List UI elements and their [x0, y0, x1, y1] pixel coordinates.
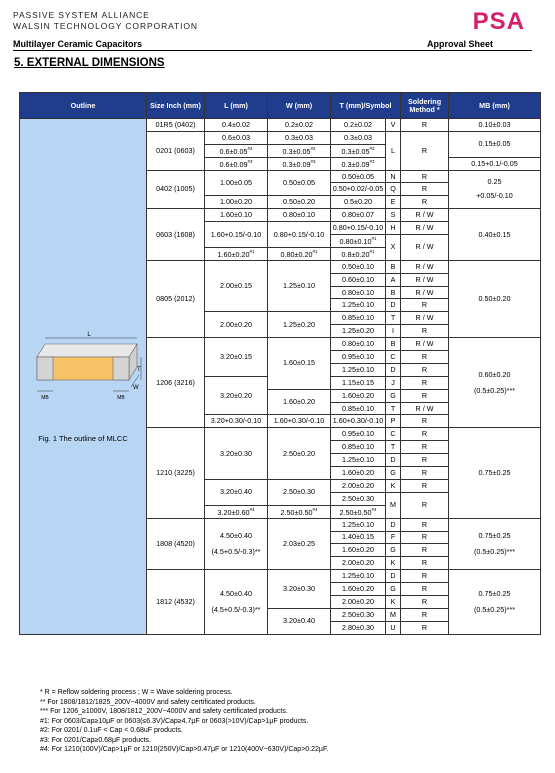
- size-cell: 1808 (4520): [147, 518, 205, 570]
- l-cell: 0.6±0.03: [205, 131, 268, 144]
- t-cell: 0.5±0.20: [331, 196, 386, 209]
- t-cell: 0.85±0.10: [331, 441, 386, 454]
- col-w: W (mm): [268, 93, 331, 119]
- soldering-cell: R: [401, 608, 449, 621]
- size-cell: 1812 (4532): [147, 570, 205, 634]
- t-cell: 1.60+0.30/-0.10: [331, 415, 386, 428]
- symbol-cell: G: [386, 467, 401, 480]
- l-cell: $1.60\pm 0.20^{\#1}$: [205, 247, 268, 260]
- symbol-cell: T: [386, 312, 401, 325]
- t-cell: 0.50±0.05: [331, 170, 386, 183]
- label-mb-left: MB: [41, 395, 49, 402]
- t-cell: 2.50±0.30: [331, 492, 386, 505]
- symbol-cell: D: [386, 454, 401, 467]
- label-l: L: [87, 332, 91, 339]
- symbol-cell: Q: [386, 183, 401, 196]
- symbol-cell: N: [386, 170, 401, 183]
- l-cell: 2.00±0.15: [205, 260, 268, 312]
- t-cell: 1.25±0.10: [331, 518, 386, 531]
- t-cell: 0.50+0.02/-0.05: [331, 183, 386, 196]
- w-cell: 0.50±0.20: [268, 196, 331, 209]
- col-mb: MB (mm): [449, 93, 541, 119]
- w-cell: 1.25±0.10: [268, 260, 331, 312]
- l-cell: 3.20±0.30: [205, 428, 268, 480]
- t-cell: 1.15±0.15: [331, 376, 386, 389]
- mb-cell: 0.10±0.03: [449, 119, 541, 132]
- mb-cell: 0.75±0.25: [449, 428, 541, 518]
- t-cell: 1.25±0.10: [331, 299, 386, 312]
- soldering-cell: R: [401, 325, 449, 338]
- w-cell: 3.20±0.30: [268, 570, 331, 609]
- company-header: [13, 10, 198, 32]
- soldering-cell: R: [401, 119, 449, 132]
- symbol-cell: G: [386, 544, 401, 557]
- t-cell: $2.50\pm 0.50^{\#4}$: [331, 505, 386, 518]
- soldering-cell: R / W: [401, 235, 449, 261]
- w-cell: 1.25±0.20: [268, 312, 331, 338]
- soldering-cell: R: [401, 376, 449, 389]
- l-cell: 3.20+0.30/-0.10: [205, 415, 268, 428]
- footnote: *** For 1206_≥1000V, 1808/1812_200V~4000V and safety certificated products.: [40, 708, 288, 715]
- symbol-cell: L: [386, 131, 401, 170]
- mb-cell: 0.75±0.25 (0.5±0.25)***: [449, 570, 541, 634]
- size-cell: 0805 (2012): [147, 260, 205, 337]
- w-cell: 0.2±0.02: [268, 119, 331, 132]
- t-cell: 2.00±0.20: [331, 557, 386, 570]
- footnote: #1: For 0603/Cap≥10μF or 0603(≤6.3V)/Cap≥4.7μF or 0603(>10V)/Cap>1μF products.: [40, 717, 309, 725]
- l-cell: 4.50±0.40 (4.5+0.5/-0.3)**: [205, 518, 268, 570]
- symbol-cell: B: [386, 286, 401, 299]
- col-soldering: Soldering Method *: [401, 93, 449, 119]
- header-divider: [13, 50, 532, 51]
- soldering-cell: R: [401, 557, 449, 570]
- section-title: 5. EXTERNAL DIMENSIONS: [14, 57, 165, 69]
- t-cell: 1.60±0.20: [331, 389, 386, 402]
- table-header-row: [20, 93, 541, 119]
- l-cell: 1.00±0.05: [205, 170, 268, 196]
- soldering-cell: R: [401, 428, 449, 441]
- symbol-cell: T: [386, 402, 401, 415]
- symbol-cell: H: [386, 222, 401, 235]
- symbol-cell: I: [386, 325, 401, 338]
- soldering-cell: R: [401, 544, 449, 557]
- footnote: #4: For 1210(100V)/Cap>1μF or 1210(250V)/Cap>0.47μF or 1210(400V~630V)/Cap>0.22μF.: [40, 746, 329, 753]
- symbol-cell: C: [386, 428, 401, 441]
- approval-sheet-label: Approval Sheet: [426, 39, 493, 49]
- symbol-cell: F: [386, 531, 401, 544]
- mb-cell: 0.15+0.1/-0.05: [449, 157, 541, 170]
- size-cell: 0603 (1608): [147, 209, 205, 261]
- table-row: [20, 119, 541, 132]
- soldering-cell: R: [401, 441, 449, 454]
- symbol-cell: D: [386, 299, 401, 312]
- t-cell: 0.80+0.15/-0.10: [331, 222, 386, 235]
- company-line-2: WALSIN TECHNOLOGY CORPORATION: [13, 21, 198, 31]
- w-cell: $0.3\pm 0.05^{\#2}$: [268, 144, 331, 157]
- t-cell: 0.2±0.02: [331, 119, 386, 132]
- label-t: T: [137, 367, 141, 374]
- soldering-cell: R: [401, 454, 449, 467]
- l-cell: 3.20±0.15: [205, 338, 268, 377]
- w-cell: 1.60±0.15: [268, 338, 331, 390]
- t-cell: 0.80±0.10: [331, 338, 386, 351]
- t-cell: $0.3\pm 0.09^{\#3}$: [331, 157, 386, 170]
- dimensions-table: [19, 92, 541, 635]
- soldering-cell: R: [401, 531, 449, 544]
- soldering-cell: R: [401, 196, 449, 209]
- l-cell: 1.60±0.10: [205, 209, 268, 222]
- col-size: Size Inch (mm): [147, 93, 205, 119]
- symbol-cell: J: [386, 376, 401, 389]
- t-cell: 1.60±0.20: [331, 583, 386, 596]
- l-cell: $0.6\pm 0.09^{\#3}$: [205, 157, 268, 170]
- footnote: * R = Reflow soldering process ; W = Wave soldering process.: [40, 689, 233, 696]
- l-cell: 1.60+0.15/-0.10: [205, 222, 268, 248]
- soldering-cell: R: [401, 131, 449, 170]
- soldering-cell: R: [401, 467, 449, 480]
- symbol-cell: C: [386, 351, 401, 364]
- soldering-cell: R / W: [401, 209, 449, 222]
- t-cell: 0.95±0.10: [331, 428, 386, 441]
- w-cell: 0.3±0.03: [268, 131, 331, 144]
- t-cell: $0.8\pm 0.20^{\#1}$: [331, 247, 386, 260]
- t-cell: 1.60±0.20: [331, 544, 386, 557]
- outline-figure-cell: [20, 119, 147, 635]
- symbol-cell: D: [386, 570, 401, 583]
- symbol-cell: M: [386, 608, 401, 621]
- l-cell: 4.50±0.40 (4.5+0.5/-0.3)**: [205, 570, 268, 634]
- l-cell: 1.00±0.20: [205, 196, 268, 209]
- t-cell: 0.3±0.03: [331, 131, 386, 144]
- size-cell: 0402 (1005): [147, 170, 205, 209]
- symbol-cell: G: [386, 389, 401, 402]
- mb-cell: 0.60±0.20 (0.5±0.25)***: [449, 338, 541, 428]
- t-cell: $0.3\pm 0.05^{\#2}$: [331, 144, 386, 157]
- footnote: #2: For 0201/ 0.1uF < Cap < 0.68uF products.: [40, 727, 183, 734]
- mlcc-outline-drawing: [23, 309, 143, 429]
- t-cell: 0.85±0.10: [331, 312, 386, 325]
- size-cell: 1210 (3225): [147, 428, 205, 518]
- soldering-cell: R: [401, 583, 449, 596]
- w-cell: 0.80±0.10: [268, 209, 331, 222]
- t-cell: 1.40±0.15: [331, 531, 386, 544]
- t-cell: 1.25±0.20: [331, 325, 386, 338]
- w-cell: 3.20±0.40: [268, 608, 331, 634]
- t-cell: 1.25±0.10: [331, 570, 386, 583]
- mb-cell: 0.15±0.05: [449, 131, 541, 157]
- symbol-cell: A: [386, 273, 401, 286]
- figure-caption: Fig. 1 The outline of MLCC: [38, 434, 128, 444]
- t-cell: 1.25±0.10: [331, 454, 386, 467]
- w-cell: 0.80+0.15/-0.10: [268, 222, 331, 248]
- symbol-cell: E: [386, 196, 401, 209]
- symbol-cell: D: [386, 518, 401, 531]
- symbol-cell: G: [386, 583, 401, 596]
- mb-cell: 0.75±0.25 (0.5±0.25)***: [449, 518, 541, 570]
- symbol-cell: B: [386, 338, 401, 351]
- w-cell: 2.03±0.25: [268, 518, 331, 570]
- t-cell: 2.50±0.30: [331, 608, 386, 621]
- symbol-cell: K: [386, 479, 401, 492]
- l-cell: 3.20±0.20: [205, 376, 268, 415]
- symbol-cell: K: [386, 595, 401, 608]
- soldering-cell: R / W: [401, 338, 449, 351]
- soldering-cell: R: [401, 621, 449, 634]
- symbol-cell: M: [386, 492, 401, 518]
- symbol-cell: U: [386, 621, 401, 634]
- t-cell: 0.50±0.10: [331, 260, 386, 273]
- soldering-cell: R: [401, 183, 449, 196]
- l-cell: 2.00±0.20: [205, 312, 268, 338]
- symbol-cell: B: [386, 260, 401, 273]
- symbol-cell: D: [386, 363, 401, 376]
- col-t-symbol: T (mm)/Symbol: [331, 93, 401, 119]
- w-cell: $0.80\pm 0.20^{\#1}$: [268, 247, 331, 260]
- label-w: W: [133, 385, 139, 392]
- t-cell: $0.80\pm 0.10^{\#1}$: [331, 235, 386, 248]
- symbol-cell: T: [386, 441, 401, 454]
- mb-cell: 0.25 +0.05/-0.10: [449, 170, 541, 209]
- footnote: ** For 1808/1812/1825_200V~4000V and safety certificated products.: [40, 698, 256, 706]
- l-cell: $3.20\pm 0.60^{\#4}$: [205, 505, 268, 518]
- w-cell: 1.60±0.20: [268, 389, 331, 415]
- size-cell: 0201 (0603): [147, 131, 205, 170]
- t-cell: 0.60±0.10: [331, 273, 386, 286]
- soldering-cell: R / W: [401, 402, 449, 415]
- w-cell: 0.50±0.05: [268, 170, 331, 196]
- soldering-cell: R / W: [401, 286, 449, 299]
- t-cell: 2.00±0.20: [331, 479, 386, 492]
- soldering-cell: R: [401, 595, 449, 608]
- footnote: #3: For 0201/Cap≥0.68μF products.: [40, 736, 151, 744]
- w-cell: $2.50\pm 0.50^{\#4}$: [268, 505, 331, 518]
- t-cell: 0.80±0.07: [331, 209, 386, 222]
- t-cell: 0.95±0.10: [331, 351, 386, 364]
- label-mb-right: MB: [117, 395, 125, 402]
- symbol-cell: K: [386, 557, 401, 570]
- soldering-cell: R: [401, 299, 449, 312]
- col-l: L (mm): [205, 93, 268, 119]
- symbol-cell: S: [386, 209, 401, 222]
- t-cell: 1.60±0.20: [331, 467, 386, 480]
- size-cell: 1206 (3216): [147, 338, 205, 428]
- footnotes: [40, 688, 328, 755]
- w-cell: $0.3\pm 0.09^{\#3}$: [268, 157, 331, 170]
- soldering-cell: R / W: [401, 222, 449, 235]
- soldering-cell: R / W: [401, 312, 449, 325]
- soldering-cell: R: [401, 389, 449, 402]
- mb-cell: 0.40±0.15: [449, 209, 541, 261]
- symbol-cell: P: [386, 415, 401, 428]
- w-cell: 2.50±0.20: [268, 428, 331, 480]
- soldering-cell: R: [401, 570, 449, 583]
- t-cell: 0.80±0.10: [331, 286, 386, 299]
- t-cell: 2.80±0.30: [331, 621, 386, 634]
- document-subtitle: Multilayer Ceramic Capacitors: [13, 39, 143, 49]
- soldering-cell: R: [401, 363, 449, 376]
- l-cell: 0.4±0.02: [205, 119, 268, 132]
- col-outline: Outline: [20, 93, 147, 119]
- w-cell: 2.50±0.30: [268, 479, 331, 505]
- soldering-cell: R / W: [401, 260, 449, 273]
- mb-cell: 0.50±0.20: [449, 260, 541, 337]
- l-cell: 3.20±0.40: [205, 479, 268, 505]
- soldering-cell: R: [401, 351, 449, 364]
- psa-logo: PSA: [472, 8, 525, 35]
- t-cell: 1.25±0.10: [331, 363, 386, 376]
- company-line-1: PASSIVE SYSTEM ALLIANCE: [13, 10, 150, 20]
- soldering-cell: R: [401, 492, 449, 518]
- t-cell: 0.85±0.10: [331, 402, 386, 415]
- soldering-cell: R: [401, 415, 449, 428]
- soldering-cell: R / W: [401, 273, 449, 286]
- l-cell: $0.6\pm 0.05^{\#2}$: [205, 144, 268, 157]
- t-cell: 2.00±0.20: [331, 595, 386, 608]
- soldering-cell: R: [401, 170, 449, 183]
- w-cell: 1.60+0.30/-0.10: [268, 415, 331, 428]
- symbol-cell: X: [386, 235, 401, 261]
- soldering-cell: R: [401, 479, 449, 492]
- soldering-cell: R: [401, 518, 449, 531]
- symbol-cell: V: [386, 119, 401, 132]
- size-cell: 01R5 (0402): [147, 119, 205, 132]
